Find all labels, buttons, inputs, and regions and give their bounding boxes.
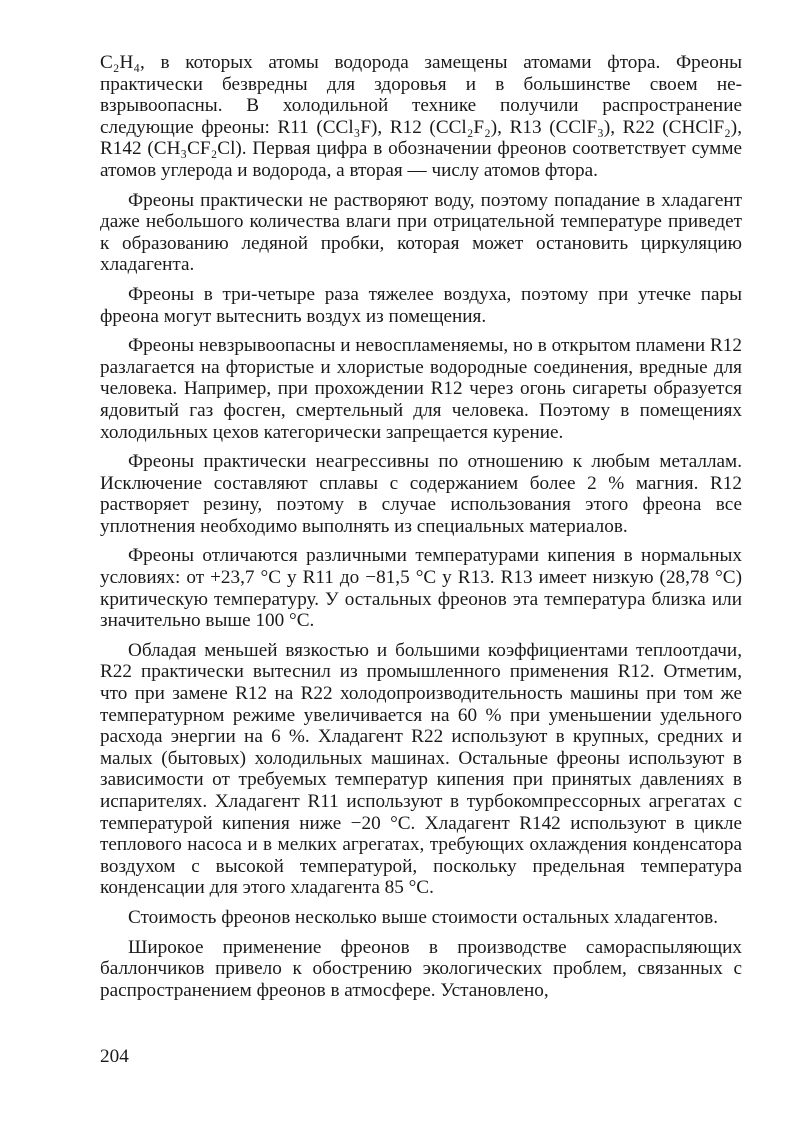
paragraph-5: Фреоны практически неагрессивны по отношению к любым металлам. Исключение составляют сплавы с содержанием более 2 % магния. R12 растворяет резину, поэтому в случае использования этого фреона все уплотнения необходимо выполнять из специальных материалов. (100, 451, 742, 537)
page-body (100, 52, 742, 1009)
paragraph-8: Стоимость фреонов несколько выше стоимости остальных хладагентов. (128, 906, 719, 928)
page-number: 204 (100, 1046, 129, 1067)
paragraph-3: Фреоны в три-четыре раза тяжелее воздуха, поэтому при утечке пары фреона могут вытеснить воздух из помещения. (100, 283, 742, 327)
paragraph-4: Фреоны невзрывоопасны и невоспламеняемы, но в открытом пламени R12 разлагается на фтористые и хлористые водородные соединения, вредные для человека. Например, при прохождении R12 через огонь сигареты образуется ядовитый газ фосген, смертельный для человека. Поэтому в помещениях холодильных цехов категорически запрещается курение. (100, 335, 742, 443)
paragraph-7: Обладая меньшей вязкостью и большими коэффициентами теплоотдачи, R22 практически вытеснил из промышленного применения R12. Отметим, что при замене R12 на R22 холодопроизводительность машины при том же температурном режиме увеличивается на 60 % при уменьшении удельного расхода энергии на 6 %. Хладагент R22 используют в крупных, средних и малых (бытовых) холодильных машинах. Остальные фреоны используют в зависимости от требуемых температур кипения при принятых давлениях в испарителях. Хладагент R11 используют в турбокомпрессорных агрегатах с температурой кипения ниже −20 °С. Хладагент R142 используют в цикле теплового насоса и в мелких агрегатах, требующих охлаждения конденсатора воздухом с высокой температурой, поскольку предельная температура конденсации для этого хладагента 85 °С. (100, 639, 742, 899)
paragraph-9: Широкое применение фреонов в производстве самораспыляющих баллончиков привело к обострению экологических проблем, связанных с распространением фреонов в атмосфере. Установлено, (100, 936, 742, 1001)
paragraph-1: C₂H₄, в которых атомы водорода замещены атомами фтора. Фреоны практически безвредны для здоровья и в большинстве своем невзрывоопасны. В холодильной технике получили распространение следующие фреоны: R11 (CCl₃F), R12 (CCl₂F₂), R13 (CClF₃), R22 (CHClF₂), R142 (CH₃CF₂Cl). Первая цифра в обозначении фреонов соответствует сумме атомов углерода и водорода, а вторая — числу атомов фтора. (100, 52, 742, 181)
paragraph-2: Фреоны практически не растворяют воду, поэтому попадание в хладагент даже небольшого количества влаги при отрицательной температуре приведет к образованию ледяной пробки, которая может остановить циркуляцию хладагента. (100, 189, 742, 276)
paragraph-6: Фреоны отличаются различными температурами кипения в нормальных условиях: от +23,7 °С у R11 до −81,5 °С у R13. R13 имеет низкую (28,78 °С) критическую температуру. У остальных фреонов эта температура близка или значительно выше 100 °С. (100, 545, 742, 632)
